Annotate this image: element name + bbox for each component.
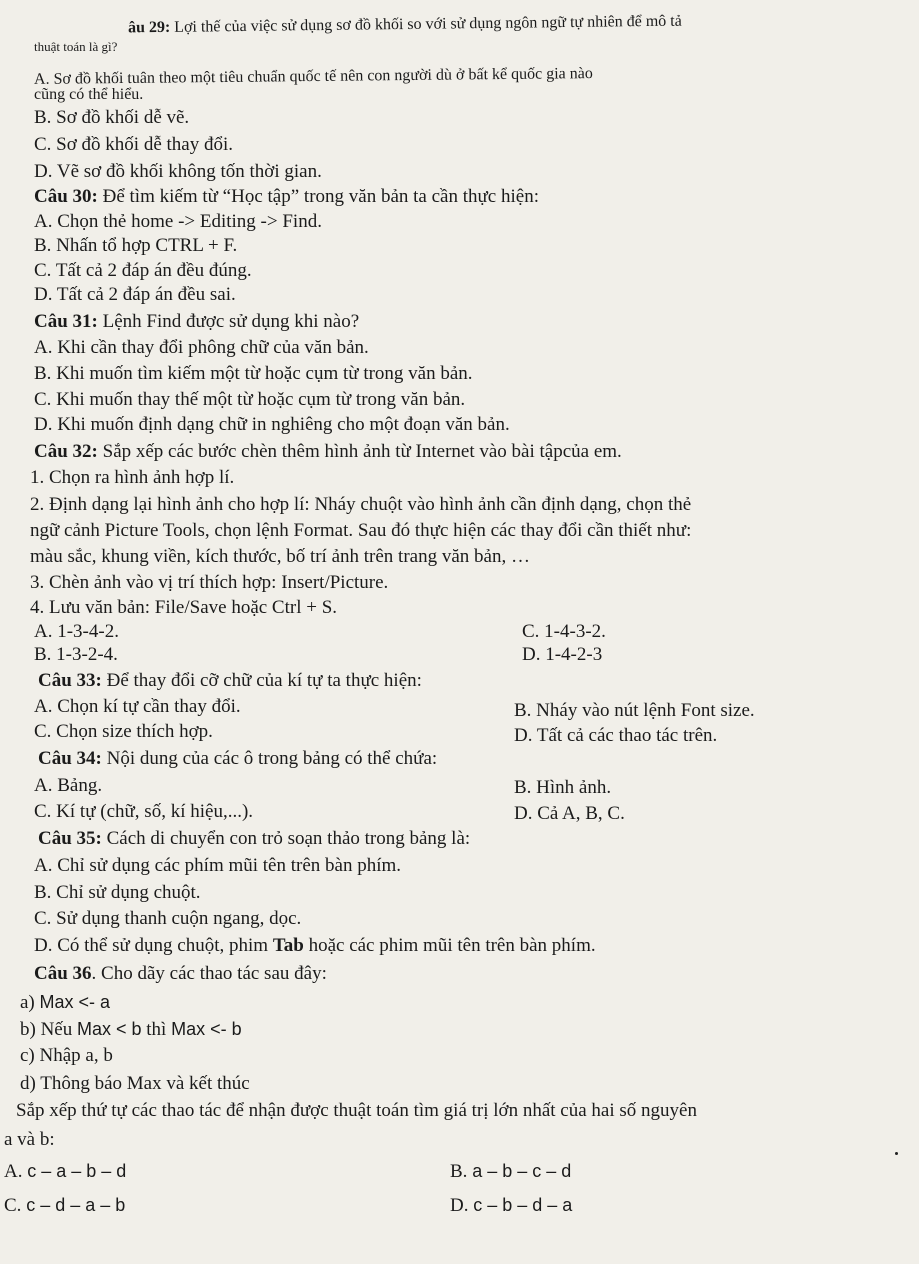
- q33-stem: [38, 670, 422, 692]
- q36-step-a-label: a): [20, 992, 40, 1013]
- q29-stem-line1: [128, 11, 682, 40]
- q32-step-2-line2: ngữ cảnh Picture Tools, chọn lệnh Format. Sau đó thực hiện các thay đổi cần thiết như:: [30, 520, 692, 541]
- q36-step-d: d) Thông báo Max và kết thúc: [20, 1073, 250, 1094]
- q33-stem-text: Để thay đổi cỡ chữ của kí tự ta thực hiện:: [101, 670, 422, 691]
- q36-label: Câu 36: [34, 963, 92, 984]
- q33-option-c: C. Chọn size thích hợp.: [34, 721, 213, 742]
- q33-label: Câu 33:: [38, 670, 102, 691]
- q36-step-b: [20, 1018, 242, 1041]
- q34-stem-text: Nội dung của các ô trong bảng có thể chứa:: [101, 748, 438, 769]
- q31-label: Câu 31:: [34, 311, 98, 332]
- q32-step-3: 3. Chèn ảnh vào vị trí thích hợp: Insert/Picture.: [30, 572, 389, 593]
- q33-option-b: B. Nháy vào nút lệnh Font size.: [514, 700, 755, 721]
- q36-option-c-value: c – d – a – b: [26, 1195, 126, 1215]
- q36-option-d: [450, 1194, 572, 1217]
- tab-key-label: Tab: [272, 935, 304, 956]
- q30-label: Câu 30:: [34, 186, 98, 207]
- q32-step-1: 1. Chọn ra hình ảnh hợp lí.: [30, 467, 235, 488]
- q36-option-b: [450, 1160, 571, 1183]
- q32-option-c: C. 1-4-3-2.: [522, 621, 606, 642]
- q36-option-b-label: B.: [450, 1161, 468, 1182]
- q31-option-a: A. Khi cần thay đổi phông chữ của văn bản.: [34, 337, 369, 358]
- stray-dot: [895, 1152, 898, 1155]
- q35-option-d: [34, 935, 596, 957]
- q32-option-b: B. 1-3-2-4.: [34, 644, 118, 665]
- q36-step-a: [20, 991, 110, 1014]
- q32-option-a: A. 1-3-4-2.: [34, 621, 119, 642]
- q36-step-a-code: Max <- a: [39, 992, 111, 1012]
- q36-step-b-label: b) Nếu: [20, 1019, 77, 1040]
- q35-stem: [38, 828, 470, 850]
- q34-option-d: D. Cả A, B, C.: [514, 803, 625, 824]
- q36-option-d-value: c – b – d – a: [473, 1195, 573, 1215]
- q33-option-a: A. Chọn kí tự cần thay đổi.: [34, 696, 241, 717]
- q36-option-a: [4, 1160, 126, 1183]
- q35-stem-text: Cách di chuyển con trỏ soạn thảo trong bảng là:: [101, 828, 471, 849]
- q36-task-line2: a và b:: [4, 1129, 55, 1150]
- q35-option-c: C. Sử dụng thanh cuộn ngang, dọc.: [34, 908, 302, 929]
- q34-stem: [38, 748, 437, 770]
- q36-option-a-label: A.: [4, 1161, 23, 1182]
- q30-stem: [34, 186, 539, 208]
- q33-option-d: D. Tất cả các thao tác trên.: [514, 725, 718, 746]
- q32-stem-text: Sắp xếp các bước chèn thêm hình ảnh từ Internet vào bài tậpcủa em.: [97, 441, 622, 462]
- q34-option-c: C. Kí tự (chữ, số, kí hiệu,...).: [34, 801, 254, 822]
- q36-option-c-label: C.: [4, 1195, 22, 1216]
- q32-option-d: D. 1-4-2-3: [522, 644, 603, 665]
- q36-stem: [34, 963, 327, 985]
- q36-option-b-value: a – b – c – d: [472, 1161, 572, 1181]
- q32-step-2-line3: màu sắc, khung viền, kích thước, bố trí ảnh trên trang văn bản, …: [30, 546, 530, 567]
- q35-label: Câu 35:: [38, 828, 102, 849]
- q35-option-a: A. Chỉ sử dụng các phím mũi tên trên bàn phím.: [34, 855, 402, 876]
- q36-step-c: c) Nhập a, b: [20, 1045, 113, 1066]
- q34-label: Câu 34:: [38, 748, 102, 769]
- q30-option-a: A. Chọn thẻ home -> Editing -> Find.: [34, 211, 322, 232]
- q36-option-c: [4, 1194, 125, 1217]
- q32-stem: [34, 441, 622, 463]
- q29-label: âu 29:: [127, 18, 171, 37]
- q34-option-b: B. Hình ảnh.: [514, 777, 612, 798]
- q32-step-4: 4. Lưu văn bản: File/Save hoặc Ctrl + S.: [30, 597, 338, 618]
- q35-option-d-text-end: hoặc các phim mũi tên trên bàn phím.: [303, 935, 596, 956]
- q35-option-b: B. Chỉ sử dụng chuột.: [34, 882, 201, 903]
- q29-option-d: D. Vẽ sơ đồ khối không tốn thời gian.: [34, 161, 322, 182]
- q30-option-c: C. Tất cả 2 đáp án đều đúng.: [34, 260, 252, 281]
- q30-stem-text: Để tìm kiếm từ “Học tập” trong văn bản ta cần thực hiện:: [97, 186, 539, 207]
- q31-option-d: D. Khi muốn định dạng chữ in nghiêng cho một đoạn văn bản.: [34, 414, 510, 435]
- q29-stem-line2: thuật toán là gì?: [34, 39, 118, 54]
- q32-step-2-line1: 2. Định dạng lại hình ảnh cho hợp lí: Nháy chuột vào hình ảnh cần định dạng, chọn thẻ: [30, 494, 692, 515]
- q34-option-a: A. Bảng.: [34, 775, 103, 796]
- q36-stem-text: . Cho dãy các thao tác sau đây:: [91, 963, 327, 984]
- q35-option-d-text: D. Có thể sử dụng chuột, phim: [34, 935, 273, 956]
- q36-step-b-assign: Max <- b: [171, 1019, 242, 1039]
- q29-option-b: B. Sơ đồ khối dễ vẽ.: [34, 107, 190, 128]
- q36-task-line1: Sắp xếp thứ tự các thao tác để nhận được thuật toán tìm giá trị lớn nhất của hai số nguyên: [16, 1100, 697, 1121]
- q31-option-b: B. Khi muốn tìm kiếm một từ hoặc cụm từ trong văn bản.: [34, 363, 473, 384]
- q29-stem-text: Lợi thế của việc sử dụng sơ đồ khối so với sử dụng ngôn ngữ tự nhiên để mô tả: [170, 12, 682, 36]
- q36-step-b-condition: Max < b: [76, 1019, 142, 1039]
- q32-label: Câu 32:: [34, 441, 98, 462]
- q29-option-c: C. Sơ đồ khối dễ thay đổi.: [34, 134, 233, 155]
- q36-option-a-value: c – a – b – d: [27, 1161, 127, 1181]
- q31-stem: [34, 311, 359, 333]
- q31-option-c: C. Khi muốn thay thế một từ hoặc cụm từ trong văn bản.: [34, 389, 466, 410]
- q29-option-a-line1: A. Sơ đồ khối tuân theo một tiêu chuẩn quốc tế nên con người dù ở bất kể quốc gia nào: [33, 65, 593, 88]
- q31-stem-text: Lệnh Find được sử dụng khi nào?: [97, 311, 360, 332]
- q36-step-b-then: thì: [141, 1019, 172, 1040]
- q29-option-a-line2: cũng có thể hiểu.: [34, 86, 144, 103]
- q30-option-d: D. Tất cả 2 đáp án đều sai.: [34, 284, 236, 305]
- q36-option-d-label: D.: [450, 1195, 469, 1216]
- q30-option-b: B. Nhấn tổ hợp CTRL + F.: [34, 235, 238, 256]
